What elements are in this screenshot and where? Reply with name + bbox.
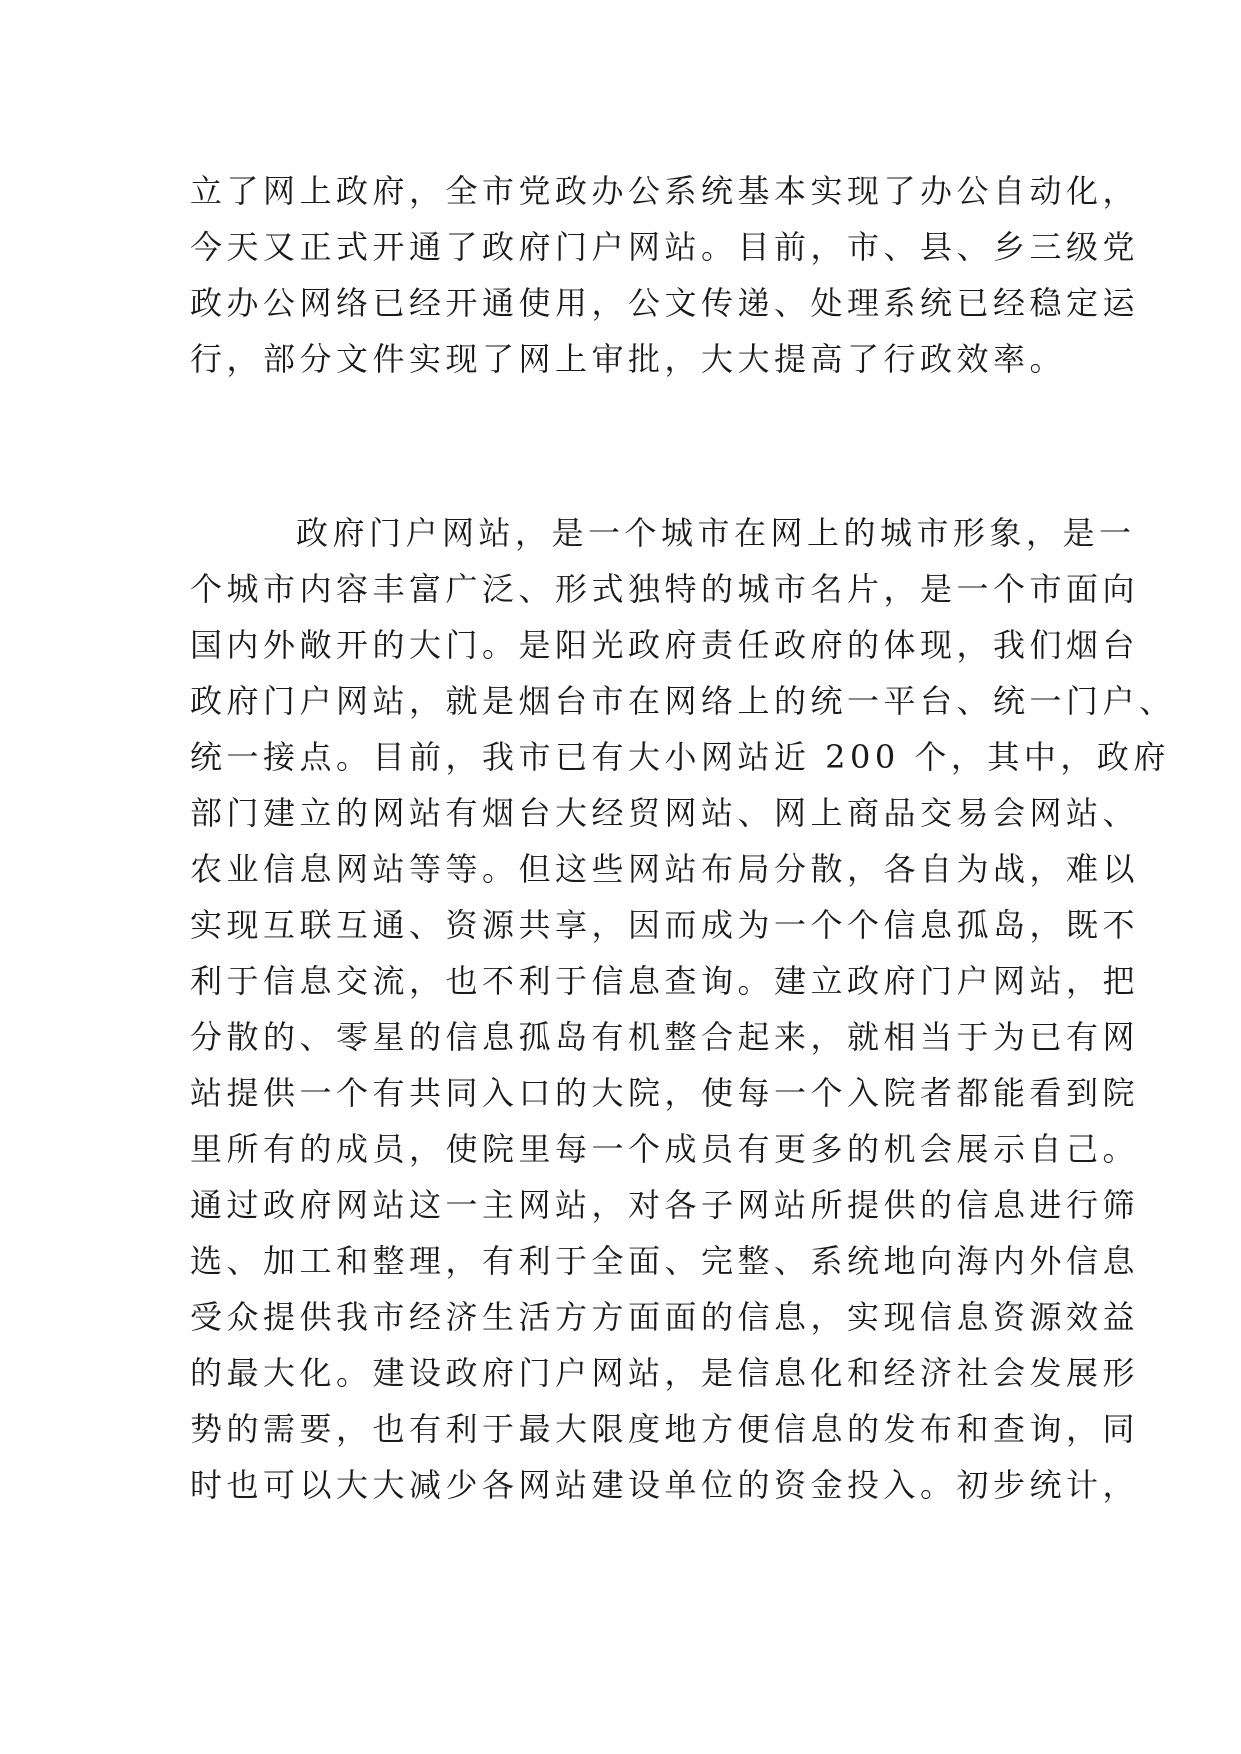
paragraph-line: 部门建立的网站有烟台大经贸网站、网上商品交易会网站、 bbox=[190, 794, 1140, 832]
paragraph-2 bbox=[190, 505, 1176, 1513]
paragraph-line: 今天又正式开通了政府门户网站。目前，市、县、乡三级党 bbox=[190, 228, 1140, 266]
paragraph-line: 通过政府网站这一主网站，对各子网站所提供的信息进行筛 bbox=[190, 1186, 1140, 1224]
paragraph-line: 里所有的成员，使院里每一个成员有更多的机会展示自己。 bbox=[190, 1130, 1140, 1168]
paragraph-line: 分散的、零星的信息孤岛有机整合起来，就相当于为已有网 bbox=[190, 1018, 1140, 1056]
paragraph-line: 政府门户网站，就是烟台市在网络上的统一平台、统一门户、 bbox=[190, 682, 1176, 720]
paragraph-line: 的最大化。建设政府门户网站，是信息化和经济社会发展形 bbox=[190, 1354, 1140, 1392]
paragraph-1 bbox=[190, 163, 1140, 387]
paragraph-line: 利于信息交流，也不利于信息查询。建立政府门户网站，把 bbox=[190, 962, 1140, 1000]
paragraph-line: 站提供一个有共同入口的大院，使每一个入院者都能看到院 bbox=[190, 1074, 1140, 1112]
paragraph-line: 受众提供我市经济生活方方面面的信息，实现信息资源效益 bbox=[190, 1298, 1140, 1336]
paragraph-line: 个城市内容丰富广泛、形式独特的城市名片，是一个市面向 bbox=[190, 570, 1140, 608]
paragraph-line: 统一接点。目前，我市已有大小网站近 200 个，其中，政府 bbox=[190, 738, 1170, 776]
paragraph-line: 时也可以大大减少各网站建设单位的资金投入。初步统计， bbox=[190, 1466, 1140, 1504]
paragraph-line: 选、加工和整理，有利于全面、完整、系统地向海内外信息 bbox=[190, 1242, 1140, 1280]
paragraph-line-indented: 政府门户网站，是一个城市在网上的城市形象，是一 bbox=[296, 514, 1136, 552]
paragraph-line: 势的需要，也有利于最大限度地方便信息的发布和查询，同 bbox=[190, 1410, 1140, 1448]
paragraph-line: 行，部分文件实现了网上审批，大大提高了行政效率。 bbox=[190, 340, 1067, 378]
paragraph-line: 国内外敞开的大门。是阳光政府责任政府的体现，我们烟台 bbox=[190, 626, 1140, 664]
paragraph-line: 政办公网络已经开通使用，公文传递、处理系统已经稳定运 bbox=[190, 284, 1140, 322]
paragraph-line: 农业信息网站等等。但这些网站布局分散，各自为战，难以 bbox=[190, 850, 1140, 888]
paragraph-line: 实现互联互通、资源共享，因而成为一个个信息孤岛，既不 bbox=[190, 906, 1140, 944]
paragraph-line: 立了网上政府，全市党政办公系统基本实现了办公自动化， bbox=[190, 172, 1140, 210]
